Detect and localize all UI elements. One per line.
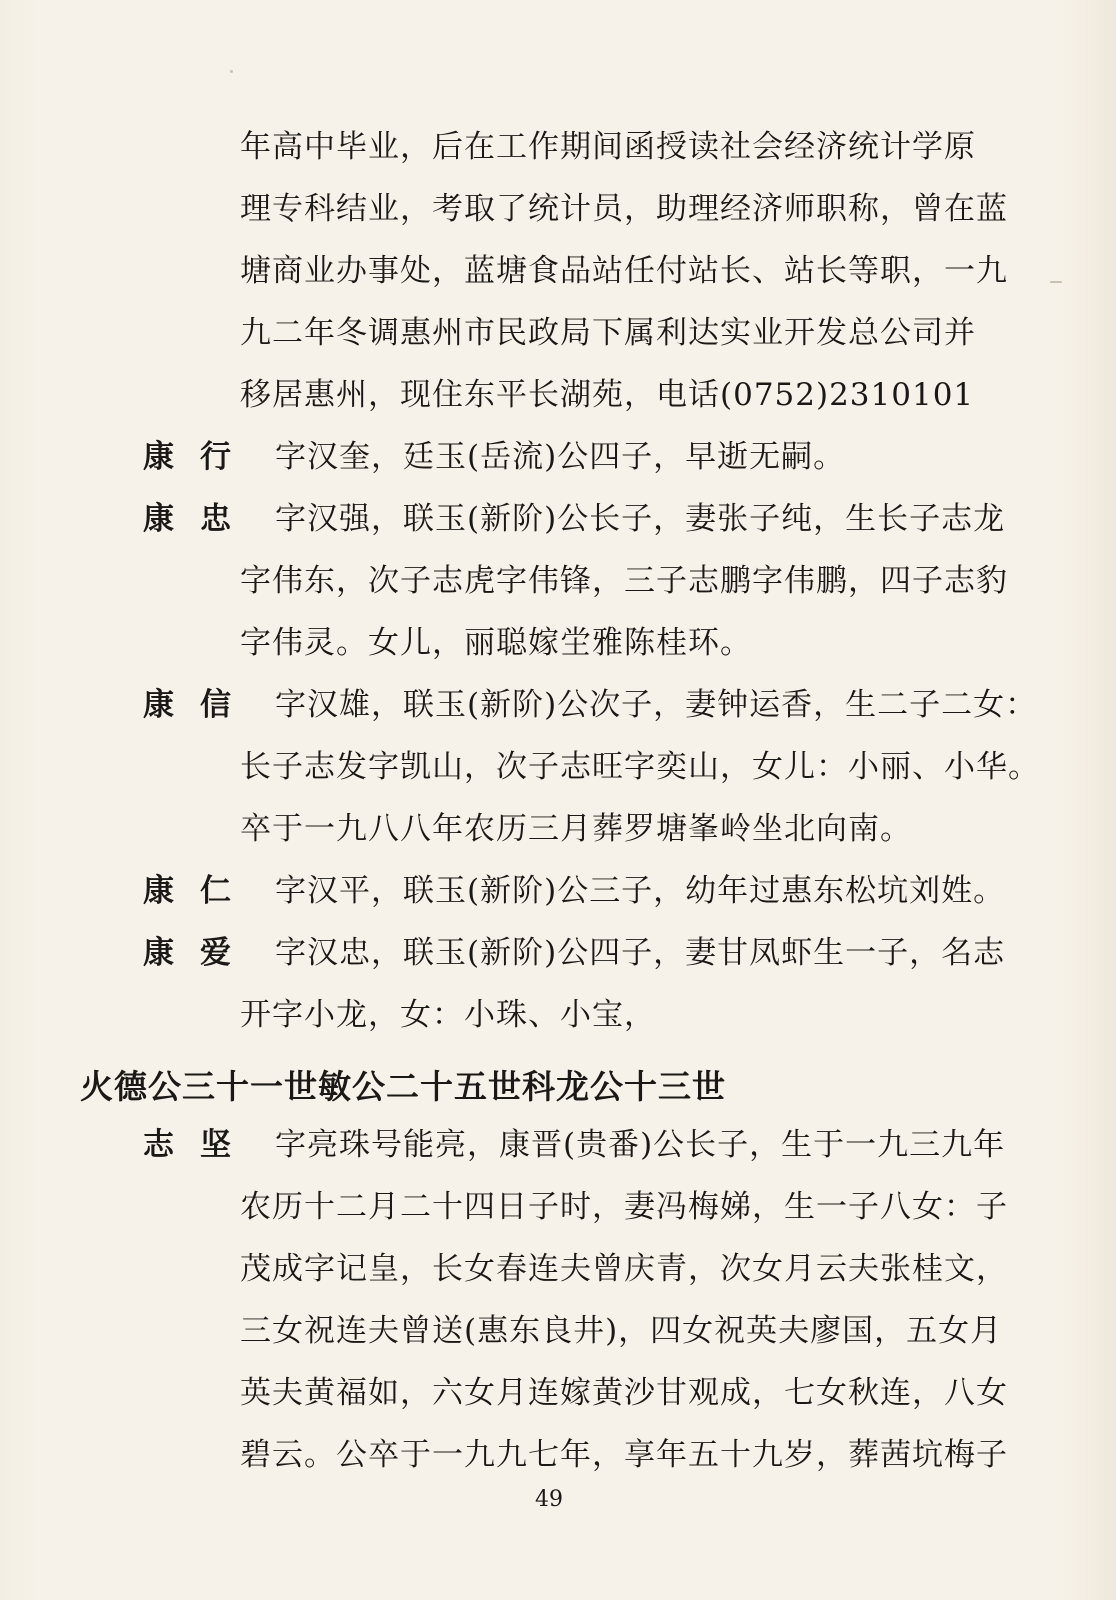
entry-text-line: 字汉平，联玉(新阶)公三子，幼年过惠东松坑刘姓。 bbox=[275, 873, 1006, 909]
entry-text-line: 英夫黄福如，六女月连嫁黄沙甘观成，七女秋连，八女 bbox=[240, 1375, 1008, 1411]
entry-text-line: 开字小龙，女：小珠、小宝， bbox=[240, 997, 656, 1033]
entry-text-line: 碧云。公卒于一九九七年，享年五十九岁，葬茜坑梅子 bbox=[240, 1437, 1008, 1473]
text-line: 九二年冬调惠州市民政局下属利达实业开发总公司并 bbox=[240, 315, 976, 351]
paper-speck bbox=[230, 70, 233, 73]
text-line: 塘商业办事处，蓝塘食品站任付站长、站长等职，一九 bbox=[240, 253, 1008, 289]
text-line: 理专科结业，考取了统计员，助理经济师职称，曾在蓝 bbox=[240, 191, 1008, 227]
entry-name: 康行 bbox=[143, 439, 257, 475]
entry-text-line: 三女祝连夫曾送(惠东良井)，四女祝英夫廖国，五女月 bbox=[240, 1313, 1003, 1349]
section-heading: 火德公三十一世敏公二十五世科龙公十三世 bbox=[80, 1067, 726, 1106]
entry-text-line: 农历十二月二十四日子时，妻冯梅娣，生一子八女：子 bbox=[240, 1189, 1008, 1225]
entry-text-line: 茂成字记皇，长女春连夫曾庆青，次女月云夫张桂文， bbox=[240, 1251, 1008, 1287]
entry-name: 康忠 bbox=[143, 501, 257, 537]
entry-text-line: 字汉奎，廷玉(岳流)公四子，早逝无嗣。 bbox=[275, 439, 846, 475]
paper-speck bbox=[1050, 281, 1062, 283]
entry-name: 志坚 bbox=[143, 1127, 257, 1163]
entry-name: 康爱 bbox=[143, 935, 257, 971]
entry-name: 康信 bbox=[143, 687, 257, 723]
entry-text-line: 字亮珠号能亮，康晋(贵番)公长子，生于一九三九年 bbox=[275, 1127, 1006, 1163]
entry-text-line: 字汉忠，联玉(新阶)公四子，妻甘凤虾生一子，名志 bbox=[275, 935, 1006, 971]
entry-name: 康仁 bbox=[143, 873, 257, 909]
entry-text-line: 字汉强，联玉(新阶)公长子，妻张子纯，生长子志龙 bbox=[275, 501, 1006, 537]
text-line: 移居惠州，现住东平长湖苑，电话(0752)2310101 bbox=[240, 377, 975, 413]
entry-text-line: 长子志发字凯山，次子志旺字奕山，女儿：小丽、小华。 bbox=[240, 749, 1040, 785]
page-number: 49 bbox=[535, 1487, 563, 1512]
text-line: 年高中毕业，后在工作期间函授读社会经济统计学原 bbox=[240, 129, 976, 165]
entry-text-line: 字伟东，次子志虎字伟锋，三子志鹏字伟鹏，四子志豹 bbox=[240, 563, 1008, 599]
entry-text-line: 字伟灵。女儿，丽聪嫁坣雅陈桂环。 bbox=[240, 625, 752, 661]
entry-text-line: 字汉雄，联玉(新阶)公次子，妻钟运香，生二子二女： bbox=[275, 687, 1038, 723]
entry-text-line: 卒于一九八八年农历三月葬罗塘峯岭坐北向南。 bbox=[240, 811, 912, 847]
